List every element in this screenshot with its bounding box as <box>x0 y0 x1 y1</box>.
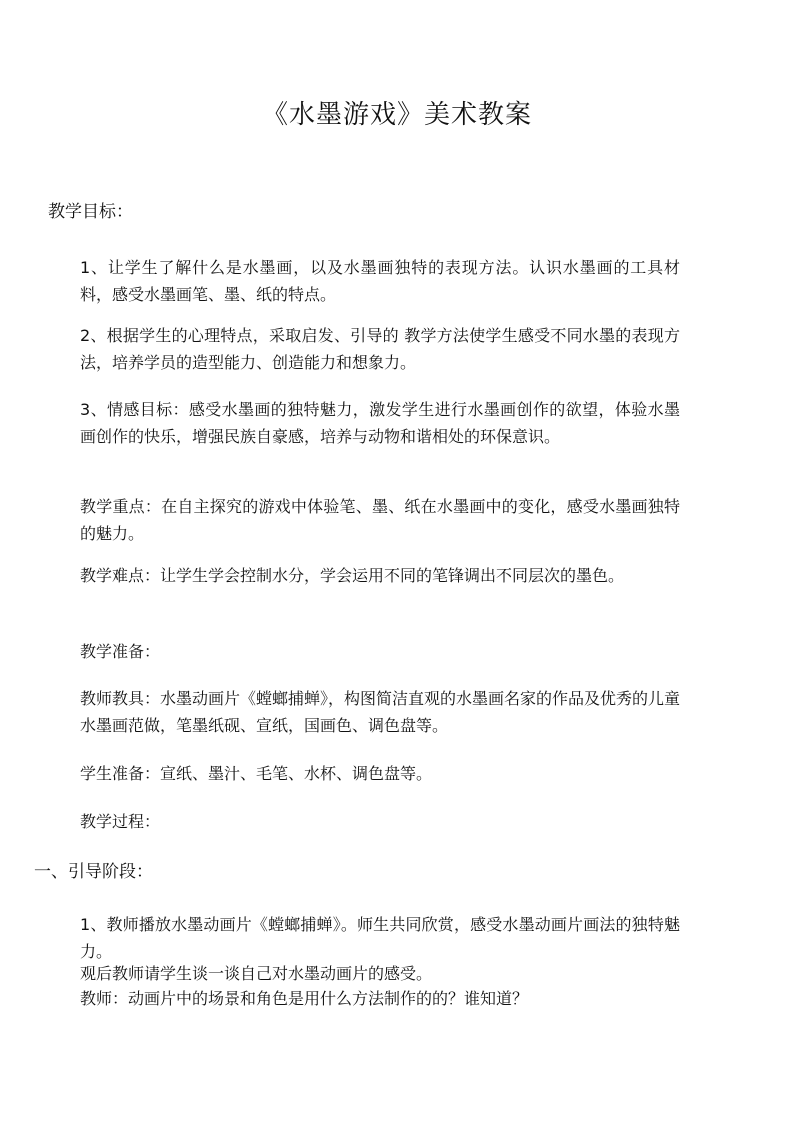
goals-heading: 教学目标： <box>48 202 133 222</box>
section1-line3: 教师：动画片中的场景和角色是用什么方法制作的的？谁知道？ <box>80 989 529 1008</box>
section1-line2: 观后教师请学生谈一谈自己对水墨动画片的感受。 <box>80 964 433 983</box>
student-prep-line: 学生准备：宣纸、墨汁、毛笔、水杯、调色盘等。 <box>80 764 433 783</box>
process-heading: 教学过程： <box>80 812 161 831</box>
preparation-heading: 教学准备： <box>80 642 161 661</box>
goal-paragraph-2: 2、根据学生的心理特点，采取启发、引导的 教学方法使学生感受不同水墨的表现方法，培养学员的造型能力、创造能力和想象力。 <box>80 326 680 372</box>
goal-paragraph-1: 1、让学生了解什么是水墨画，以及水墨画独特的表现方法。认识水墨画的工具材料，感受水墨画笔、墨、纸的特点。 <box>80 258 680 304</box>
difficulty-paragraph: 教学难点：让学生学会控制水分，学会运用不同的笔锋调出不同层次的墨色。 <box>80 566 625 585</box>
document-title: 《水墨游戏》美术教案 <box>261 100 532 130</box>
section1-item1-paragraph: 1、教师播放水墨动画片《螳螂捕蝉》。师生共同欣赏，感受水墨动画片画法的独特魅力。 <box>80 915 680 961</box>
key-point-paragraph: 教学重点：在自主探究的游戏中体验笔、墨、纸在水墨画中的变化，感受水墨画独特的魅力。 <box>80 497 680 543</box>
teacher-prep-paragraph: 教师教具：水墨动画片《螳螂捕蝉》，构图简洁直观的水墨画名家的作品及优秀的儿童水墨画范做，笔墨纸砚、宣纸，国画色、调色盘等。 <box>80 689 681 735</box>
section1-heading: 一、引导阶段： <box>34 862 153 882</box>
goal-paragraph-3: 3、情感目标：感受水墨画的独特魅力，激发学生进行水墨画创作的欲望，体验水墨画创作的快乐，增强民族自豪感，培养与动物和谐相处的环保意识。 <box>80 400 680 446</box>
